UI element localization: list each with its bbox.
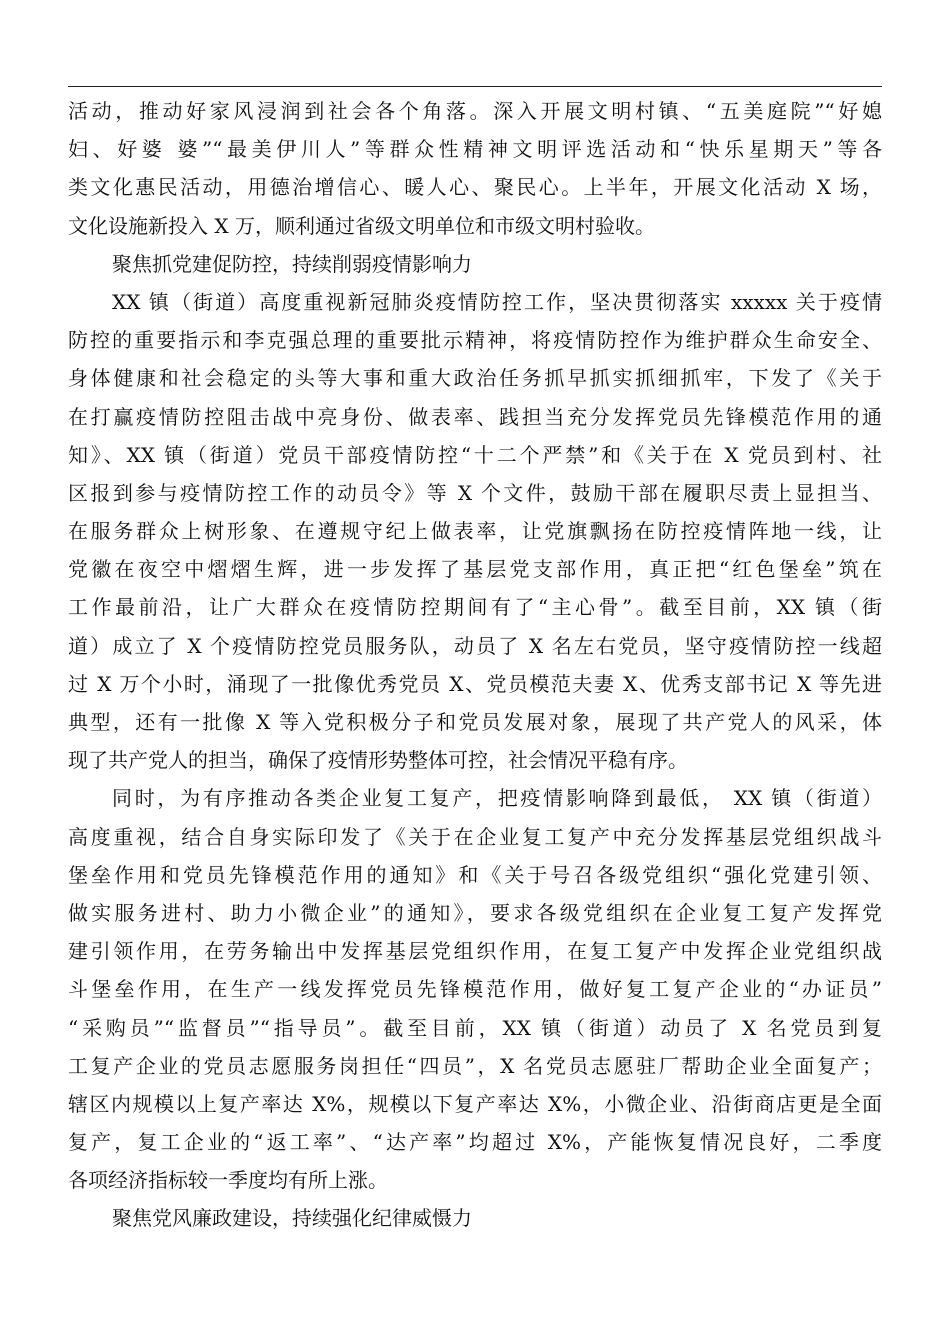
header-rule xyxy=(68,86,882,87)
text-line: 高度重视，结合自身实际印发了《关于在企业复工复产中充分发挥基层党组织战斗 xyxy=(68,824,882,849)
text-line: 党徽在夜空中熠熠生辉，进一步发挥了基层党支部作用，真正把“红色堡垒”筑在 xyxy=(68,557,882,582)
paragraph-first-line: 聚焦抓党建促防控，持续削弱疫情影响力 xyxy=(112,251,472,276)
text-line: 工复产企业的党员志愿服务岗担任“四员”，X 名党员志愿驻厂帮助企业全面复产； xyxy=(68,1053,882,1078)
text-line: 防控的重要指示和李克强总理的重要批示精神，将疫情防控作为维护群众生命安全、 xyxy=(68,328,882,353)
text-line: “采购员”“监督员”“指导员”。截至目前，XX 镇（街道）动员了 X 名党员到复 xyxy=(68,1015,882,1040)
paragraph-first-line: 同时，为有序推动各类企业复工复产，把疫情影响降到最低， XX 镇（街道） xyxy=(112,786,882,811)
text-line: 在服务群众上树形象、在遵规守纪上做表率，让党旗飘扬在防控疫情阵地一线，让 xyxy=(68,519,882,544)
text-line: 工作最前沿，让广大群众在疫情防控期间有了“主心骨”。截至目前，XX 镇（街 xyxy=(68,595,882,620)
text-line: 做实服务进村、助力小微企业”的通知》，要求各级党组织在企业复工复产发挥党 xyxy=(68,900,882,925)
text-line: 堡垒作用和党员先锋模范作用的通知》和《关于号召各级党组织“强化党建引领、 xyxy=(68,862,882,887)
text-line: 过 X 万个小时，涌现了一批像优秀党员 X、党员模范夫妻 X、优秀支部书记 X 等先进 xyxy=(68,671,882,696)
text-line: 区报到参与疫情防控工作的动员令》等 X 个文件，鼓励干部在履职尽责上显担当、 xyxy=(68,480,882,505)
document-body xyxy=(68,92,882,1238)
text-line: 在打赢疫情防控阻击战中亮身份、做表率、践担当充分发挥党员先锋模范作用的通 xyxy=(68,404,882,429)
text-line: 斗堡垒作用，在生产一线发挥党员先锋模范作用，做好复工复产企业的“办证员” xyxy=(68,977,882,1002)
text-line: 辖区内规模以上复产率达 X%，规模以下复产率达 X%，小微企业、沿街商店更是全面 xyxy=(68,1091,882,1116)
text-line: 知》、XX 镇（街道）党员干部疫情防控“十二个严禁”和《关于在 X 党员到村、社 xyxy=(68,442,882,467)
text-line: 建引领作用，在劳务输出中发挥基层党组织作用，在复工复产中发挥企业党组织战 xyxy=(68,939,882,964)
text-line: 道）成立了 X 个疫情防控党员服务队，动员了 X 名左右党员，坚守疫情防控一线超 xyxy=(68,633,882,658)
paragraph-first-line: XX 镇（街道）高度重视新冠肺炎疫情防控工作，坚决贯彻落实 xxxxx 关于疫情 xyxy=(112,289,882,314)
text-line: 复产，复工企业的“返工率”、“达产率”均超过 X%，产能恢复情况良好，二季度 xyxy=(68,1130,882,1155)
text-line: 妇、好婆 婆”“最美伊川人”等群众性精神文明评选活动和“快乐星期天”等各 xyxy=(68,137,882,162)
text-line: 类文化惠民活动，用德治增信心、暖人心、聚民心。上半年，开展文化活动 X 场， xyxy=(68,175,882,200)
paragraph-first-line: 聚焦党风廉政建设，持续强化纪律威慑力 xyxy=(112,1206,472,1231)
text-line: 各项经济指标较一季度均有所上涨。 xyxy=(68,1168,388,1193)
text-line: 典型，还有一批像 X 等入党积极分子和党员发展对象，展现了共产党人的风采，体 xyxy=(68,710,882,734)
text-line: 文化设施新投入 X 万，顺利通过省级文明单位和市级文明村验收。 xyxy=(68,213,655,238)
text-line: 现了共产党人的担当，确保了疫情形势整体可控，社会情况平稳有序。 xyxy=(68,748,688,773)
text-line: 身体健康和社会稳定的头等大事和重大政治任务抓早抓实抓细抓牢，下发了《关于 xyxy=(68,366,882,391)
text-line: 活动，推动好家风浸润到社会各个角落。深入开展文明村镇、“五美庭院”“好媳 xyxy=(68,99,882,123)
